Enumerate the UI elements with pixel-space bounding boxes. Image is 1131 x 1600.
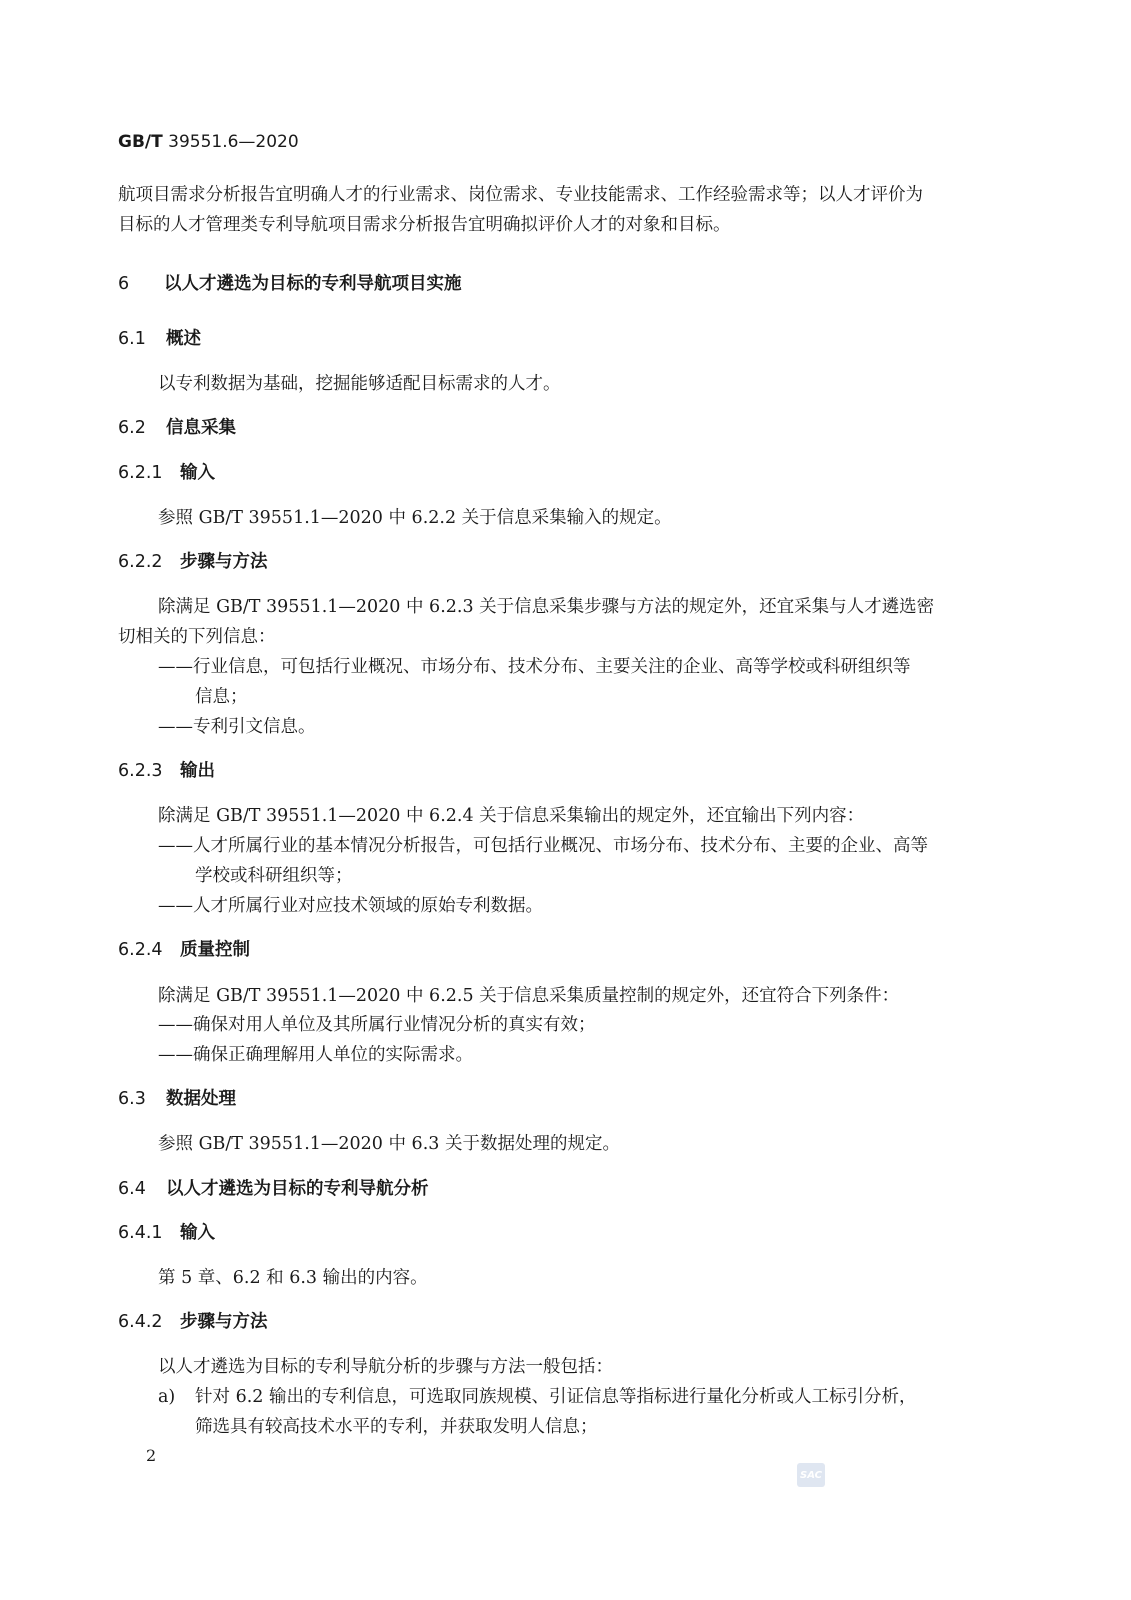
- chapter-title: 以人才遴选为目标的专利导航项目实施: [164, 274, 462, 294]
- list-item-continuation: 学校或科研组织等；: [195, 866, 353, 886]
- chapter-heading: [118, 272, 462, 296]
- subsection-number: 6.4.1: [118, 1223, 163, 1243]
- subsection-number: 6.2.4: [118, 940, 163, 960]
- subsection-heading: [118, 1310, 268, 1334]
- subsection-title: 输出: [180, 761, 215, 781]
- subsection-title: 输入: [180, 463, 215, 483]
- paragraph-line: 参照 GB/T 39551.1—2020 中 6.2.2 关于信息采集输入的规定。: [158, 508, 672, 528]
- paragraph-line: 除满足 GB/T 39551.1—2020 中 6.2.3 关于信息采集步骤与方法的规定外，还宜采集与人才遴选密: [158, 597, 935, 617]
- subsection-heading: [118, 938, 250, 962]
- subsection-title: 步骤与方法: [180, 1312, 268, 1332]
- section-number: 6.1: [118, 329, 146, 349]
- subsection-number: 6.2.1: [118, 463, 163, 483]
- subsection-heading: [118, 461, 215, 485]
- list-item: ——人才所属行业的基本情况分析报告，可包括行业概况、市场分布、技术分布、主要的企业、高等: [158, 836, 928, 856]
- subsection-heading: [118, 759, 215, 783]
- subsection-heading: [118, 1221, 215, 1245]
- paragraph-line: 参照 GB/T 39551.1—2020 中 6.3 关于数据处理的规定。: [158, 1134, 620, 1154]
- paragraph-line: 以人才遴选为目标的专利导航分析的步骤与方法一般包括：: [158, 1357, 613, 1377]
- section-number: 6.2: [118, 418, 146, 438]
- subsection-title: 步骤与方法: [180, 552, 268, 572]
- paragraph-line: 目标的人才管理类专利导航项目需求分析报告宜明确拟评价人才的对象和目标。: [118, 215, 731, 235]
- paragraph-line: 切相关的下列信息：: [118, 627, 276, 647]
- standard-code: [118, 132, 299, 152]
- section-heading: [118, 1177, 429, 1201]
- section-title: 信息采集: [166, 418, 236, 438]
- section-number: 6.3: [118, 1089, 146, 1109]
- section-title: 数据处理: [166, 1089, 236, 1109]
- section-number: 6.4: [118, 1179, 146, 1199]
- list-item-continuation: 筛选具有较高技术水平的专利，并获取发明人信息；: [195, 1417, 598, 1437]
- paragraph-line: 以专利数据为基础，挖掘能够适配目标需求的人才。: [158, 374, 561, 394]
- subsection-number: 6.2.2: [118, 552, 163, 572]
- section-title: 以人才遴选为目标的专利导航分析: [166, 1179, 429, 1199]
- subsection-number: 6.2.3: [118, 761, 163, 781]
- subsection-number: 6.4.2: [118, 1312, 163, 1332]
- paragraph-line: 除满足 GB/T 39551.1—2020 中 6.2.4 关于信息采集输出的规定外，还宜输出下列内容：: [158, 806, 865, 826]
- subsection-title: 输入: [180, 1223, 215, 1243]
- sac-logo: SAC: [797, 1463, 825, 1487]
- list-item-continuation: 信息；: [195, 687, 248, 707]
- list-item: ——专利引文信息。: [158, 717, 316, 737]
- list-item: ——行业信息，可包括行业概况、市场分布、技术分布、主要关注的企业、高等学校或科研组织等: [158, 657, 911, 677]
- section-heading: [118, 1087, 236, 1111]
- subsection-heading: [118, 550, 268, 574]
- section-heading: [118, 416, 236, 440]
- list-item: ——人才所属行业对应技术领域的原始专利数据。: [158, 896, 543, 916]
- standard-prefix: GB/T: [118, 132, 163, 152]
- section-title: 概述: [166, 329, 201, 349]
- list-item: ——确保对用人单位及其所属行业情况分析的真实有效；: [158, 1015, 596, 1035]
- list-item: ——确保正确理解用人单位的实际需求。: [158, 1045, 473, 1065]
- standard-number: 39551.6—2020: [168, 132, 299, 152]
- subsection-title: 质量控制: [180, 940, 250, 960]
- chapter-number: 6: [118, 274, 130, 294]
- section-heading: [118, 327, 201, 351]
- paragraph-line: 第 5 章、6.2 和 6.3 输出的内容。: [158, 1268, 428, 1288]
- paragraph-line: 航项目需求分析报告宜明确人才的行业需求、岗位需求、专业技能需求、工作经验需求等；以人才评价为: [118, 185, 923, 205]
- paragraph-line: 除满足 GB/T 39551.1—2020 中 6.2.5 关于信息采集质量控制的规定外，还宜符合下列条件：: [158, 986, 900, 1006]
- list-item: 针对 6.2 输出的专利信息，可选取同族规模、引证信息等指标进行量化分析或人工标引分析，: [195, 1387, 917, 1407]
- page-number: 2: [146, 1446, 157, 1465]
- list-label: a): [158, 1387, 176, 1407]
